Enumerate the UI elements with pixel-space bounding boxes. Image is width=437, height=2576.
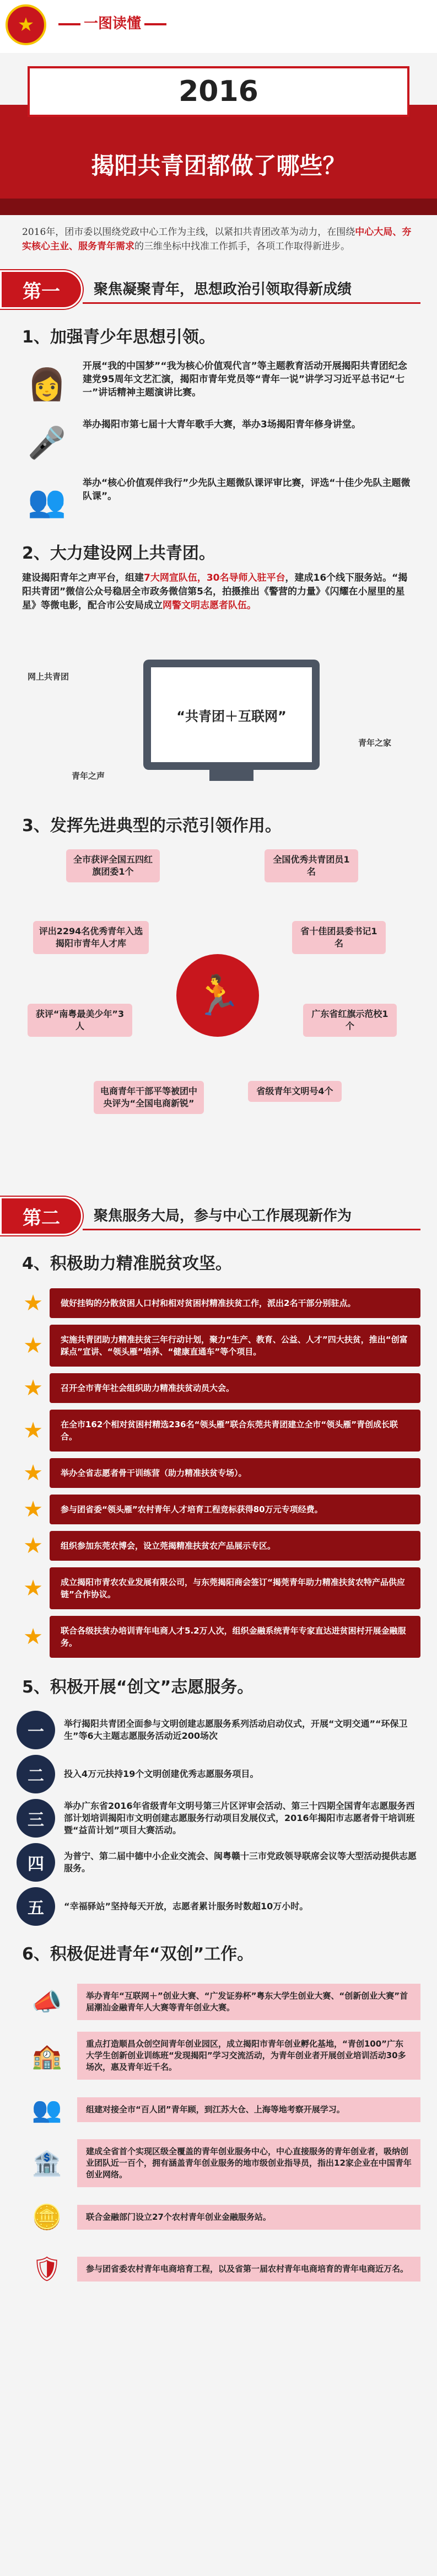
presenter-icon: 👥 [28,484,66,520]
list-item [17,2195,420,2239]
microphone-icon: 🎤 [28,425,66,461]
item-number: 五 [17,1887,55,1926]
item-text: 开展“我的中国梦”“我为核心价值观代言”等主题教育活动开展揭阳共青团纪念建党95周年文艺汇演，揭阳市青年党员等“青年一说”讲学习习近平总书记“七一”讲话精神主题演讲比赛。 [83,361,407,398]
item-text: 重点打造顺昌众创空间青年创业园区，成立揭阳市青年创业孵化基地，“青创100”广东大学生创新创业训练班“发现揭阳”学习交流活动，为青年创业者开展创业培训活动30多场次，惠及青年近千名。 [77,2032,420,2080]
section-title: 聚焦凝聚青年，思想政治引领取得新成绩 [94,281,352,298]
item-text: 实施共青团助力精准扶贫三年行动计划，聚力“生产、教育、公益、人才”四大扶贫，推出“创富踩点”宣讲、“领头雁”培养、“健康直通车”等个项目。 [50,1325,420,1367]
list-item [17,1711,420,1749]
item-text: 举办青年“互联网＋”创业大赛、“广发证券杯”粤东大学生创业大赛、“创新创业大赛”首届潮汕金融青年人大赛等青年创业大赛。 [77,1984,420,2020]
network-label: 青年之声 [72,771,105,781]
item-number: 三 [17,1799,55,1838]
item-text: 举办广东省2016年省级青年文明号第三片区评审会活动、第三十四期全国青年志愿服务西部计划培训揭阳市文明创建志愿服务行动项目发展仪式，2016年揭阳市志愿者骨干培训班暨“益苗计划”项目大赛活动。 [64,1801,415,1835]
item-text: 参与团省委农村青年电商培育工程，以及省第一届农村青年电商培育的青年电商近万名。 [77,2257,420,2282]
section-first [0,270,437,309]
example-box: 省级青年文明号4个 [248,1081,342,1102]
item-text: 投入4万元扶持19个文明创建优秀志愿服务项目。 [64,1769,259,1779]
network-label: 青年之家 [358,738,392,748]
star-icon: ★ [23,1460,43,1486]
item-text: 举行揭阳共青团全面参与文明创建志愿服务系列活动启动仪式，开展“文明交通”“环保卫生”等6大主题志愿服务活动近200场次 [64,1718,408,1741]
para-highlight: 网警文明志愿者队伍。 [163,600,256,611]
shield-icon: 🛡 [31,2255,62,2283]
divider [83,302,420,304]
poverty-list [0,1288,437,1658]
subsection-heading: 1、加强青少年思想引领。 [22,328,215,347]
list-item [17,1616,420,1658]
subsection-heading: 2、大力建设网上共青团。 [22,544,215,563]
page-subtitle: 揭阳共青团都做了哪些？ [91,152,346,179]
network-section [17,571,420,803]
star-icon: ★ [23,1497,43,1522]
list-item [17,1373,420,1403]
example-box: 全市获评全国五四红旗团委1个 [66,849,160,882]
item-text: 组织参加东莞农博会，设立莞揭精准扶贫农产品展示专区。 [50,1531,420,1561]
item-text: 组建对接全市“百人团”青年顾，到江苏大仓、上海等地考察开展学习。 [77,2097,420,2122]
speaker-icon: 👩 [28,367,66,403]
item-text: 做好挂钩的分散贫困人口村和相对贫困村精准扶贫工作，派出2名干部分别驻点。 [50,1288,420,1318]
year-box [28,66,409,117]
megaphone-icon: 📣 [31,1988,62,2016]
item-text: 联合各级扶贫办培训青年电商人才5.2万人次，组织金融系统青年专家直达进贫困村开展金融服务。 [50,1616,420,1658]
list-item [17,1755,420,1793]
star-icon: ★ [23,1624,43,1650]
star-icon: ★ [23,1375,43,1401]
list-item [17,2247,420,2291]
title-band [0,75,437,199]
list-item [0,355,437,414]
subsection-heading: 6、积极促进青年“双创”工作。 [22,1945,254,1964]
bank-icon: 🏦 [31,2149,62,2178]
people-icon: 👥 [31,2096,62,2124]
list-item [17,1288,420,1318]
list-item [17,2087,420,2132]
item-number: 四 [17,1843,55,1882]
tv-screen [143,660,320,770]
star-icon: ★ [23,1290,43,1316]
list-item [17,1410,420,1452]
divider [0,199,437,215]
example-box: 省十佳团县委书记1名 [292,921,386,954]
item-text: 举办全省志愿者骨干训练营（助力精准扶贫专场）。 [50,1458,420,1488]
divider [144,23,166,25]
runner-icon: 🏃 [176,954,259,1037]
list-item [17,1799,420,1838]
star-icon: ★ [23,1418,43,1443]
subsection-heading: 4、积极助力精准脱贫攻坚。 [22,1254,232,1273]
list-item [17,1567,420,1609]
example-box: 评出2294名优秀青年入选揭阳市青年人才库 [33,921,149,954]
entrepreneurship-list [0,1980,437,2291]
item-text: 成立揭阳市青农农业发展有限公司，与东莞揭阳商会签订“揭莞青年助力精准扶贫农特产品供应链”合作协议。 [50,1567,420,1609]
item-number: 一 [17,1711,55,1749]
volunteer-list [0,1711,437,1926]
list-item [17,1887,420,1926]
para-highlight: 7大网宣队伍，30名导师入驻平台 [144,572,285,583]
list-item [17,1980,420,2024]
subsection-heading: 3、发挥先进典型的示范引领作用。 [22,816,282,836]
list-item [17,1843,420,1882]
example-box: 电商青年干部平等被团中央评为“全国电商新锐” [94,1081,204,1114]
section-number: 第二 [0,1197,83,1235]
list-item [17,1495,420,1524]
network-paragraph [17,571,420,613]
star-icon: ★ [17,14,35,36]
item-number: 二 [17,1755,55,1793]
league-emblem [6,4,46,45]
list-item [17,2139,420,2187]
section-number: 第一 [0,270,83,309]
network-label: 网上共青团 [28,672,69,682]
star-icon: ★ [23,1576,43,1601]
intro-text: 2016年，团市委以围绕党政中心工作为主线，以紧扣共青团改革为动力，在围绕 [22,227,355,238]
example-box: 获评“南粤最美少年”3人 [28,1004,132,1037]
header [0,0,437,53]
item-text: 为普宁、第二届中德中小企业交流会、闽粤赣十三市党政领导联席会议等大型活动提供志愿服务。 [64,1851,417,1873]
item-text: 召开全市青年社会组织助力精准扶贫动员大会。 [50,1373,420,1403]
item-text: 在全市162个相对贫困村精选236名“领头雁”联合东莞共青团建立全市“领头雁”青创成长联合。 [50,1410,420,1452]
intro-highlight: 中心大局、夯实核心主业、服务青年需求 [22,227,412,252]
example-box: 广东省红旗示范校1个 [303,1004,397,1037]
tag-label: 一图读懂 [84,15,142,32]
examples-diagram [11,844,426,1186]
tv-stand [209,770,253,781]
item-text: 联合金融部门设立27个农村青年创业金融服务站。 [77,2205,420,2230]
list-item [17,1325,420,1367]
para-text: ，建成16个线下服务站。 [285,572,392,583]
list-item [0,414,437,472]
star-icon: ★ [23,1533,43,1559]
item-text: 参与团省委“领头雁”农村青年人才培育工程竞标获得80万元专项经费。 [50,1495,420,1524]
divider [83,1229,420,1230]
item-text: 建成全省首个实现区级全覆盖的青年创业服务中心，中心直接服务的青年创业者，吸纳创业团队近一百个，拥有涵盖青年创业服务的地市级创业指导员，指出12家企业在中国青年创业网络。 [77,2139,420,2187]
intro-paragraph [0,215,437,259]
star-icon: ★ [23,1333,43,1358]
para-text: “揭阳共青团”微信公众号稳居全市政务微信第5名，拍摄推出《警营的力量》《闪耀在小屋里的星星》等微电影，配合市公安局成立 [22,572,408,611]
coin-icon: 🪙 [31,2203,62,2231]
header-tag [55,12,170,33]
list-item [17,2032,420,2080]
year-title: 2016 [179,75,258,108]
intro-text: 的三维坐标中找准工作抓手，各项工作取得新进步。 [134,241,350,252]
list-item [0,472,437,531]
subsection-heading: 5、积极开展“创文”志愿服务。 [22,1678,254,1697]
divider [58,23,80,25]
tv-caption: “共青团＋互联网” [151,667,312,762]
item-text: “幸福驿站”坚持每天开放，志愿者累计服务时数超10万小时。 [64,1901,309,1911]
list-item [17,1531,420,1561]
example-box: 全国优秀共青团员1名 [265,849,358,882]
para-text: 建设揭阳青年之声平台，组建 [22,572,144,583]
section-second [0,1197,437,1235]
item-text: 举办“核心价值观伴我行”少先队主题微队课评审比赛，评选“十佳少先队主题微队课”。 [83,478,411,502]
item-text: 举办揭阳市第七届十大青年歌手大赛，举办3场揭阳青年修身讲堂。 [83,419,361,430]
school-icon: 🏫 [31,2042,62,2070]
list-item [17,1458,420,1488]
section-title: 聚焦服务大局，参与中心工作展现新作为 [94,1208,352,1224]
